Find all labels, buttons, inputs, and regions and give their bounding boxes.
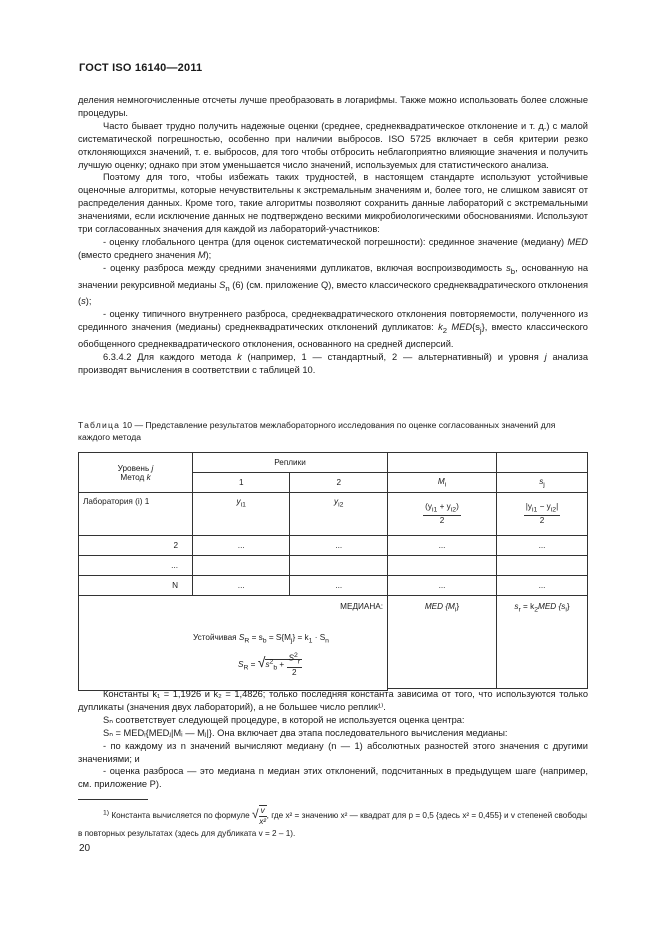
- table-row: N ... ... ... ...: [79, 576, 588, 596]
- bullet-spread: - оценка разброса — это медиана n медиан этих отклонений, подсчитанных в предыдущем шаге (например, см. приложение P).: [78, 766, 588, 790]
- results-table: [78, 452, 588, 691]
- cell-diff-formula: $\frac{|y_{i1} - y_{i2}|}{2}$: [497, 493, 588, 536]
- paragraph-2: Часто бывает трудно получить надежные оценки (среднее, среднеквадратическое отклонение и т. д.) с малой систематической погрешностью, особенно при наличии выбросов. ISO 5725 включает в себя критерии резко отклоняющихся значений, т. е. выбросов, для того чтобы отбросить неблагоприятно влияющие значения и получить лучшую оценку; однако при этом уменьшается число значений, используемых для статистического анализа.: [78, 120, 588, 170]
- table-row: ...: [79, 556, 588, 576]
- paragraph-4: 6.3.4.2 Для каждого метода k (например, 1 — стандартный, 2 — альтернативный) и уровня j анализа производят вычисления в соответствии с таблицей 10.: [78, 351, 588, 375]
- paragraph-1: деления немногочисленные отсчеты лучше преобразовать в логарифмы. Также можно использовать более сложные процедуры.: [78, 95, 588, 118]
- cell-mean-formula: $\frac{(y_{i1} + y_{i2})}{2}$: [388, 493, 497, 536]
- row-label-lab1: Лаборатория (i) 1: [79, 493, 193, 536]
- col-header-mi: $M_i$: [388, 473, 497, 493]
- paragraph-sn: Sₙ соответствует следующей процедуре, в которой не используется оценка центра:: [103, 714, 465, 725]
- footnote: $^{1)}$ Константа вычисляется по формуле √ $\frac{v}{\text{x²}}$ , где x² = значению x² — квадрат для p = 0,5 {здесь x² = 0,455} и v степеней свободы в повторных результатах (здесь для дубликата v = 2 – 1).: [78, 806, 588, 838]
- table-caption: Таблица 10 — Представление результатов межлабораторного исследования по оценке согласованных значений для каждого метода: [78, 420, 556, 442]
- document-header: ГОСТ ISO 16140—2011: [79, 62, 203, 74]
- paragraph-constants: Константы k₁ = 1,1926 и k₂ = 1,4826; только последняя константа зависима от того, что используются только дупликаты (значения двух лабораторий), а не большее число реплик¹⁾.: [78, 689, 588, 712]
- body-text: [78, 94, 588, 377]
- col-header-2: 2: [290, 473, 388, 493]
- cell-y1: $y_{i1}$: [193, 493, 290, 536]
- after-table-text: [78, 688, 588, 791]
- robust-formula: Устойчивая $S_R = s_b = S\{M_j\} = k_1 \cdot S_n$: [193, 633, 329, 645]
- replicates-header: Реплики: [193, 453, 388, 473]
- col-header-si: $s_j$: [497, 473, 588, 493]
- bullet-2: - оценку разброса между средними значениями дупликатов, включая воспроизводимость $s_b$, основанную на значении рекурсивной медианы $S_n$ (6) (см. приложение Q), вместо классического среднеквадратического отклонения (s);: [78, 262, 588, 307]
- bullet-1: - оценку глобального центра (для оценок систематической погрешности): срединное значение (медиану) MED (вместо среднего значения M);: [78, 236, 588, 260]
- paragraph-sn-formula: Sₙ = MEDᵢ{MEDⱼ|Mᵢ — Mⱼ|}. Она включает два этапа последовательного вычисления медианы:: [103, 727, 508, 738]
- bullet-3: - оценку типичного внутреннего разброса, среднеквадратического отклонения повторяемости, полученного из срединного значения (медианы) среднеквадратических отклонений дупликатов: $k_2$ $MED\{s_j\}$, вместо классического обобщенного среднеквадратического отклонения, основанного на средней дисперсий.: [78, 309, 588, 349]
- paragraph-3: Поэтому для того, чтобы избежать таких трудностей, в настоящем стандарте используют устойчивые оценочные алгоритмы, которые нечувствительны к экстремальным значениям и, более того, не слишком зависят от распределения данных. Кроме того, такие алгоритмы позволяют сохранить данные лабораторий с экстремальными значениями, если исключение данных не подтверждено вескими микробиологическими обоснованиями. Используют три согласованных значения для каждой из лабораторий-участников:: [78, 172, 588, 235]
- col-header-1: 1: [193, 473, 290, 493]
- page-number: 20: [79, 843, 91, 854]
- footnote-divider: [78, 799, 148, 800]
- median-row: [79, 596, 388, 691]
- median-label: МЕДИАНА:: [340, 602, 383, 611]
- corner-header: Уровень j Метод k: [79, 453, 193, 493]
- cell-y2: $y_{i2}$: [290, 493, 388, 536]
- table-row: 2 ... ... ... ...: [79, 536, 588, 556]
- sqrt-formula: $S_R = √s^2_b$ + $\frac{S^2_r}{2}$: [238, 651, 301, 678]
- median-mi: MED $\{M_i\}$: [388, 596, 497, 689]
- bullet-median: - по каждому из n значений вычисляют медиану (n — 1) абсолютных разностей этого значения с другими значениями; и: [78, 740, 588, 764]
- median-sr: $s_r = k_2MED$ $\{s_i\}$: [497, 596, 588, 689]
